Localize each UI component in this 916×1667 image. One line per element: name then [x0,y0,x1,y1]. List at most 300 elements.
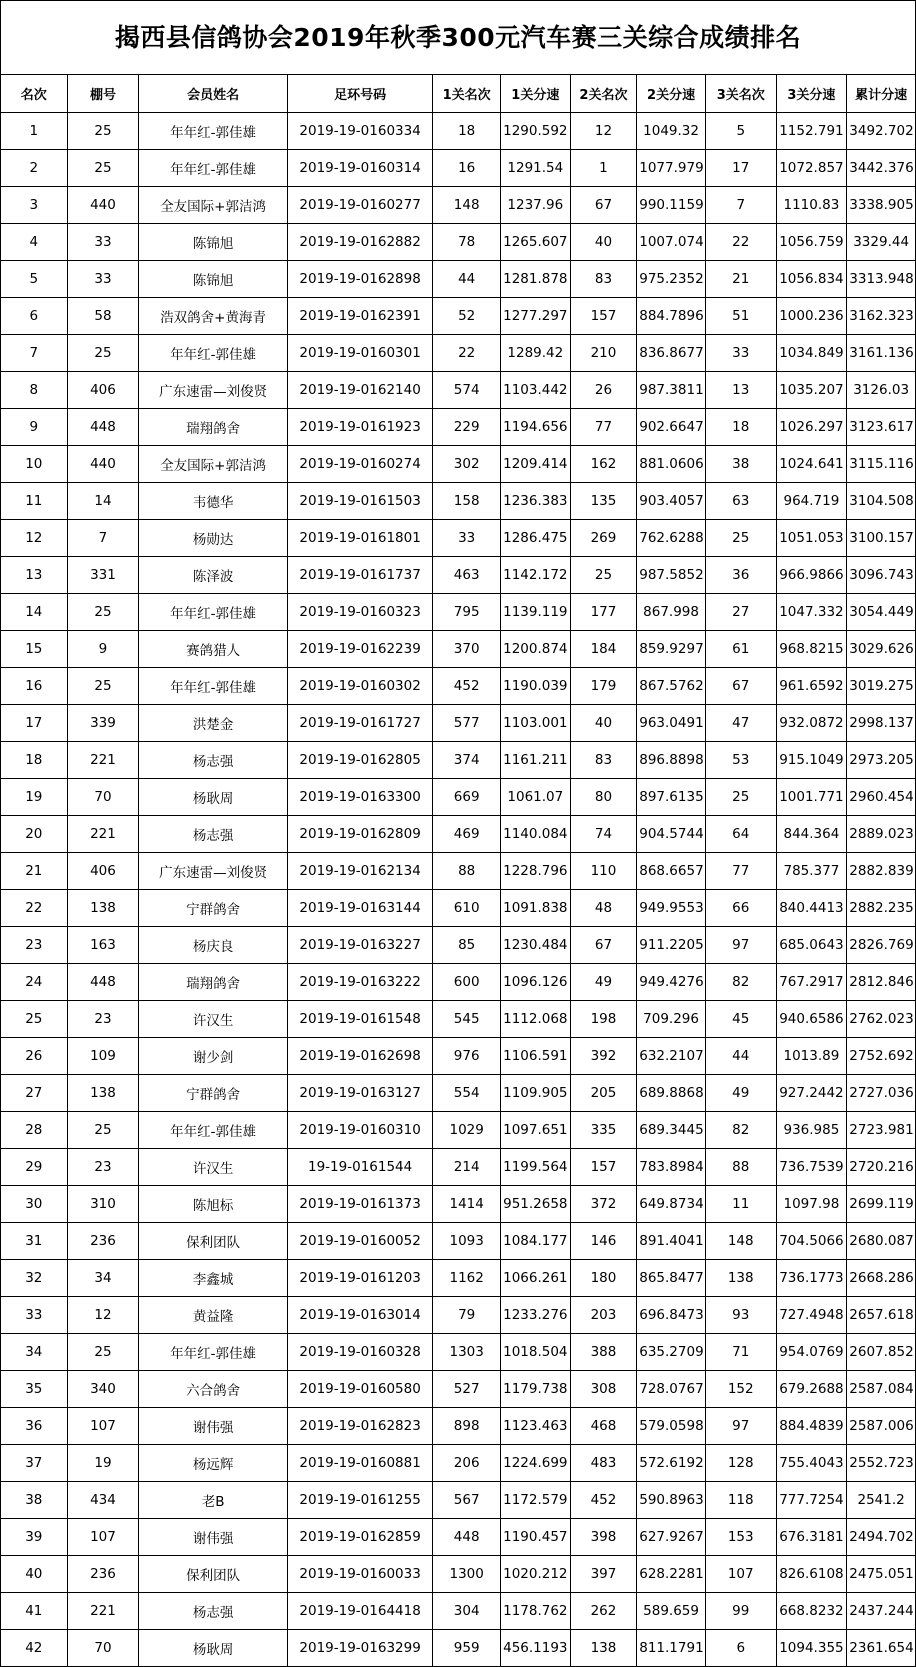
cell-rank: 14 [1,594,68,631]
cell-r3-rank: 67 [705,668,776,705]
cell-ring: 2019-19-0162809 [287,816,432,853]
cell-r3-speed: 1051.053 [776,520,847,557]
cell-loft: 138 [67,890,139,927]
header-r1-rank: 1关名次 [433,75,501,113]
table-row [1,335,916,372]
cell-r3-rank: 33 [705,335,776,372]
cell-rank: 36 [1,1408,68,1445]
cell-loft: 12 [67,1297,139,1334]
cell-r1-speed: 1066.261 [500,1260,570,1297]
cell-r3-speed: 1152.791 [776,113,847,150]
cell-member: 许汉生 [139,1149,288,1186]
table-row [1,1149,916,1186]
cell-r1-speed: 1224.699 [500,1445,570,1482]
cell-r3-speed: 964.719 [776,483,847,520]
cell-r2-rank: 12 [570,113,637,150]
cell-r3-speed: 915.1049 [776,742,847,779]
cell-ring: 2019-19-0162140 [287,372,432,409]
cell-member: 陈锦旭 [139,261,288,298]
cell-r1-rank: 669 [433,779,501,816]
cell-ring: 2019-19-0162823 [287,1408,432,1445]
cell-ring: 2019-19-0161727 [287,705,432,742]
cell-loft: 23 [67,1001,139,1038]
cell-r1-rank: 574 [433,372,501,409]
cell-r3-rank: 13 [705,372,776,409]
cell-r2-speed: 572.6192 [637,1445,706,1482]
cell-total-speed: 2607.852 [847,1334,916,1371]
cell-loft: 7 [67,520,139,557]
cell-ring: 2019-19-0162882 [287,224,432,261]
table-row [1,1482,916,1519]
cell-r1-rank: 229 [433,409,501,446]
cell-ring: 2019-19-0160314 [287,150,432,187]
cell-loft: 25 [67,1334,139,1371]
cell-r1-rank: 610 [433,890,501,927]
cell-r2-speed: 884.7896 [637,298,706,335]
cell-r1-rank: 78 [433,224,501,261]
cell-r2-speed: 628.2281 [637,1556,706,1593]
cell-loft: 25 [67,668,139,705]
table-row [1,1075,916,1112]
cell-r1-rank: 577 [433,705,501,742]
cell-member: 保利团队 [139,1556,288,1593]
cell-r3-speed: 1001.771 [776,779,847,816]
cell-member: 年年红-郭佳雄 [139,335,288,372]
cell-rank: 10 [1,446,68,483]
cell-rank: 6 [1,298,68,335]
cell-member: 杨志强 [139,816,288,853]
cell-r1-speed: 1290.592 [500,113,570,150]
cell-r1-rank: 1303 [433,1334,501,1371]
cell-r2-rank: 40 [570,705,637,742]
cell-r2-speed: 728.0767 [637,1371,706,1408]
cell-r3-rank: 21 [705,261,776,298]
cell-member: 年年红-郭佳雄 [139,113,288,150]
cell-r2-rank: 335 [570,1112,637,1149]
cell-rank: 38 [1,1482,68,1519]
cell-loft: 25 [67,594,139,631]
cell-r3-rank: 17 [705,150,776,187]
cell-rank: 4 [1,224,68,261]
cell-r1-speed: 1281.878 [500,261,570,298]
cell-ring: 2019-19-0160302 [287,668,432,705]
table-row [1,890,916,927]
cell-rank: 29 [1,1149,68,1186]
cell-r1-speed: 1103.001 [500,705,570,742]
table-row [1,964,916,1001]
table-row [1,853,916,890]
cell-total-speed: 2762.023 [847,1001,916,1038]
cell-r1-rank: 1029 [433,1112,501,1149]
table-row [1,224,916,261]
cell-member: 瑞翔鸽舍 [139,964,288,1001]
cell-r2-speed: 975.2352 [637,261,706,298]
cell-r2-rank: 177 [570,594,637,631]
cell-r3-rank: 18 [705,409,776,446]
cell-total-speed: 2361.654 [847,1630,916,1667]
cell-rank: 1 [1,113,68,150]
cell-rank: 27 [1,1075,68,1112]
cell-total-speed: 2960.454 [847,779,916,816]
cell-r1-rank: 302 [433,446,501,483]
header-row [1,75,916,113]
cell-r2-rank: 146 [570,1223,637,1260]
cell-r2-speed: 689.3445 [637,1112,706,1149]
cell-member: 陈旭标 [139,1186,288,1223]
cell-r3-speed: 668.8232 [776,1593,847,1630]
cell-r3-speed: 727.4948 [776,1297,847,1334]
cell-r3-rank: 53 [705,742,776,779]
cell-loft: 109 [67,1038,139,1075]
cell-r3-speed: 940.6586 [776,1001,847,1038]
cell-loft: 448 [67,964,139,1001]
cell-loft: 25 [67,1112,139,1149]
cell-member: 陈锦旭 [139,224,288,261]
cell-r3-rank: 153 [705,1519,776,1556]
cell-r2-rank: 25 [570,557,637,594]
cell-r2-speed: 881.0606 [637,446,706,483]
cell-total-speed: 2475.051 [847,1556,916,1593]
cell-r2-rank: 157 [570,298,637,335]
cell-member: 许汉生 [139,1001,288,1038]
cell-rank: 32 [1,1260,68,1297]
cell-rank: 37 [1,1445,68,1482]
cell-r1-speed: 1237.96 [500,187,570,224]
cell-ring: 2019-19-0160580 [287,1371,432,1408]
cell-member: 韦德华 [139,483,288,520]
cell-r3-speed: 961.6592 [776,668,847,705]
table-row [1,1260,916,1297]
cell-r3-speed: 679.2688 [776,1371,847,1408]
cell-r1-speed: 456.1193 [500,1630,570,1667]
header-r2-rank: 2关名次 [570,75,637,113]
cell-r2-speed: 1077.979 [637,150,706,187]
cell-rank: 15 [1,631,68,668]
cell-total-speed: 2882.235 [847,890,916,927]
cell-total-speed: 3123.617 [847,409,916,446]
cell-r3-rank: 82 [705,1112,776,1149]
cell-rank: 24 [1,964,68,1001]
table-row [1,631,916,668]
cell-ring: 2019-19-0163299 [287,1630,432,1667]
cell-r3-speed: 736.7539 [776,1149,847,1186]
cell-rank: 8 [1,372,68,409]
cell-member: 谢少剑 [139,1038,288,1075]
cell-loft: 221 [67,742,139,779]
table-row [1,779,916,816]
cell-ring: 2019-19-0160274 [287,446,432,483]
cell-r1-speed: 1106.591 [500,1038,570,1075]
header-member: 会员姓名 [139,75,288,113]
cell-r2-speed: 579.0598 [637,1408,706,1445]
cell-ring: 2019-19-0162898 [287,261,432,298]
cell-loft: 70 [67,779,139,816]
cell-r2-speed: 649.8734 [637,1186,706,1223]
table-row [1,594,916,631]
cell-total-speed: 2889.023 [847,816,916,853]
cell-r2-rank: 83 [570,742,637,779]
cell-r2-rank: 203 [570,1297,637,1334]
cell-r2-rank: 372 [570,1186,637,1223]
cell-total-speed: 2973.205 [847,742,916,779]
cell-total-speed: 2437.244 [847,1593,916,1630]
cell-r1-rank: 452 [433,668,501,705]
cell-loft: 58 [67,298,139,335]
cell-r3-speed: 1024.641 [776,446,847,483]
cell-ring: 2019-19-0160323 [287,594,432,631]
cell-r2-speed: 911.2205 [637,927,706,964]
cell-r1-speed: 1061.07 [500,779,570,816]
cell-r3-rank: 138 [705,1260,776,1297]
cell-loft: 440 [67,187,139,224]
cell-member: 杨志强 [139,742,288,779]
cell-r1-rank: 1300 [433,1556,501,1593]
cell-rank: 19 [1,779,68,816]
cell-r2-speed: 783.8984 [637,1149,706,1186]
cell-total-speed: 3162.323 [847,298,916,335]
cell-r2-rank: 77 [570,409,637,446]
cell-r3-rank: 148 [705,1223,776,1260]
cell-r1-speed: 951.2658 [500,1186,570,1223]
cell-rank: 39 [1,1519,68,1556]
cell-loft: 33 [67,261,139,298]
cell-r2-speed: 811.1791 [637,1630,706,1667]
cell-loft: 221 [67,816,139,853]
cell-r1-rank: 79 [433,1297,501,1334]
cell-r3-speed: 954.0769 [776,1334,847,1371]
cell-member: 杨庆良 [139,927,288,964]
cell-member: 广东速雷—刘俊贤 [139,372,288,409]
cell-member: 李鑫城 [139,1260,288,1297]
cell-r3-speed: 968.8215 [776,631,847,668]
cell-r1-speed: 1200.874 [500,631,570,668]
header-total-speed: 累计分速 [847,75,916,113]
cell-r3-speed: 1026.297 [776,409,847,446]
cell-r3-speed: 1056.759 [776,224,847,261]
cell-r3-rank: 152 [705,1371,776,1408]
cell-ring: 2019-19-0161737 [287,557,432,594]
cell-ring: 2019-19-0160881 [287,1445,432,1482]
cell-rank: 7 [1,335,68,372]
cell-r1-speed: 1265.607 [500,224,570,261]
cell-loft: 340 [67,1371,139,1408]
table-row [1,1556,916,1593]
cell-r1-rank: 374 [433,742,501,779]
cell-total-speed: 2680.087 [847,1223,916,1260]
cell-loft: 138 [67,1075,139,1112]
cell-r3-speed: 1110.83 [776,187,847,224]
cell-r1-speed: 1233.276 [500,1297,570,1334]
cell-total-speed: 3115.116 [847,446,916,483]
cell-total-speed: 3338.905 [847,187,916,224]
cell-member: 广东速雷—刘俊贤 [139,853,288,890]
cell-ring: 2019-19-0163144 [287,890,432,927]
cell-r2-speed: 868.6657 [637,853,706,890]
cell-rank: 40 [1,1556,68,1593]
cell-r2-rank: 67 [570,927,637,964]
cell-r3-rank: 88 [705,1149,776,1186]
cell-total-speed: 2723.981 [847,1112,916,1149]
table-row [1,483,916,520]
cell-r2-speed: 987.5852 [637,557,706,594]
table-row [1,1630,916,1667]
cell-ring: 2019-19-0161923 [287,409,432,446]
cell-rank: 20 [1,816,68,853]
cell-r2-speed: 867.5762 [637,668,706,705]
cell-r3-rank: 61 [705,631,776,668]
cell-r1-speed: 1112.068 [500,1001,570,1038]
cell-r2-speed: 903.4057 [637,483,706,520]
table-row [1,261,916,298]
cell-loft: 25 [67,150,139,187]
cell-r3-rank: 107 [705,1556,776,1593]
header-rank: 名次 [1,75,68,113]
cell-r1-speed: 1179.738 [500,1371,570,1408]
cell-r2-rank: 110 [570,853,637,890]
cell-r3-rank: 51 [705,298,776,335]
cell-total-speed: 3492.702 [847,113,916,150]
table-row [1,1001,916,1038]
cell-r2-rank: 179 [570,668,637,705]
cell-member: 杨耿周 [139,779,288,816]
cell-r3-speed: 736.1773 [776,1260,847,1297]
cell-r2-rank: 392 [570,1038,637,1075]
cell-r1-rank: 469 [433,816,501,853]
cell-r2-rank: 262 [570,1593,637,1630]
cell-r2-rank: 210 [570,335,637,372]
cell-r1-speed: 1194.656 [500,409,570,446]
cell-total-speed: 2727.036 [847,1075,916,1112]
cell-r3-speed: 826.6108 [776,1556,847,1593]
cell-total-speed: 3104.508 [847,483,916,520]
cell-r3-speed: 927.2442 [776,1075,847,1112]
cell-r1-rank: 1093 [433,1223,501,1260]
cell-r2-rank: 483 [570,1445,637,1482]
cell-r3-rank: 64 [705,816,776,853]
cell-member: 陈泽波 [139,557,288,594]
cell-r3-speed: 884.4839 [776,1408,847,1445]
table-row [1,816,916,853]
cell-r2-speed: 859.9297 [637,631,706,668]
cell-total-speed: 3054.449 [847,594,916,631]
cell-total-speed: 2552.723 [847,1445,916,1482]
table-row [1,1223,916,1260]
cell-total-speed: 2826.769 [847,927,916,964]
cell-r1-rank: 976 [433,1038,501,1075]
cell-rank: 25 [1,1001,68,1038]
cell-r1-speed: 1139.119 [500,594,570,631]
table-row [1,742,916,779]
cell-r2-rank: 468 [570,1408,637,1445]
cell-ring: 2019-19-0161503 [287,483,432,520]
cell-r1-speed: 1161.211 [500,742,570,779]
table-row [1,150,916,187]
cell-r1-rank: 158 [433,483,501,520]
cell-rank: 11 [1,483,68,520]
cell-r3-rank: 36 [705,557,776,594]
cell-loft: 25 [67,113,139,150]
cell-r3-rank: 71 [705,1334,776,1371]
cell-r2-rank: 67 [570,187,637,224]
cell-rank: 18 [1,742,68,779]
cell-r1-rank: 463 [433,557,501,594]
cell-r1-speed: 1230.484 [500,927,570,964]
table-row [1,705,916,742]
cell-loft: 310 [67,1186,139,1223]
cell-loft: 440 [67,446,139,483]
cell-total-speed: 2998.137 [847,705,916,742]
cell-total-speed: 3313.948 [847,261,916,298]
cell-ring: 2019-19-0161548 [287,1001,432,1038]
cell-ring: 2019-19-0160052 [287,1223,432,1260]
header-r3-rank: 3关名次 [705,75,776,113]
cell-ring: 2019-19-0162859 [287,1519,432,1556]
cell-r1-rank: 52 [433,298,501,335]
cell-rank: 2 [1,150,68,187]
cell-loft: 406 [67,853,139,890]
cell-r1-speed: 1096.126 [500,964,570,1001]
cell-r1-rank: 206 [433,1445,501,1482]
cell-r3-speed: 676.3181 [776,1519,847,1556]
cell-r3-rank: 6 [705,1630,776,1667]
cell-member: 谢伟强 [139,1519,288,1556]
cell-r2-speed: 709.296 [637,1001,706,1038]
cell-member: 赛鸽猎人 [139,631,288,668]
cell-r2-speed: 590.8963 [637,1482,706,1519]
cell-r3-rank: 44 [705,1038,776,1075]
cell-r1-speed: 1091.838 [500,890,570,927]
cell-r2-speed: 963.0491 [637,705,706,742]
cell-ring: 2019-19-0162698 [287,1038,432,1075]
table-row [1,1519,916,1556]
cell-ring: 2019-19-0162805 [287,742,432,779]
cell-member: 宁群鸽舍 [139,1075,288,1112]
table-row [1,113,916,150]
table-row [1,520,916,557]
cell-r1-speed: 1140.084 [500,816,570,853]
cell-rank: 33 [1,1297,68,1334]
cell-r2-speed: 897.6135 [637,779,706,816]
cell-loft: 107 [67,1408,139,1445]
cell-r1-speed: 1236.383 [500,483,570,520]
cell-r1-speed: 1190.039 [500,668,570,705]
cell-r2-rank: 205 [570,1075,637,1112]
cell-r3-speed: 755.4043 [776,1445,847,1482]
cell-r1-rank: 545 [433,1001,501,1038]
cell-total-speed: 2494.702 [847,1519,916,1556]
cell-r2-speed: 627.9267 [637,1519,706,1556]
cell-loft: 107 [67,1519,139,1556]
cell-member: 洪楚金 [139,705,288,742]
cell-loft: 331 [67,557,139,594]
cell-rank: 9 [1,409,68,446]
cell-r1-speed: 1142.172 [500,557,570,594]
cell-member: 全友国际+郭洁鸿 [139,187,288,224]
table-row [1,1593,916,1630]
table-row [1,927,916,964]
cell-r2-rank: 80 [570,779,637,816]
cell-r2-speed: 902.6647 [637,409,706,446]
results-table [0,74,916,1667]
cell-r1-rank: 85 [433,927,501,964]
cell-total-speed: 2587.006 [847,1408,916,1445]
cell-r1-speed: 1291.54 [500,150,570,187]
cell-r3-rank: 99 [705,1593,776,1630]
cell-r1-speed: 1289.42 [500,335,570,372]
cell-total-speed: 2657.618 [847,1297,916,1334]
cell-r2-speed: 949.4276 [637,964,706,1001]
cell-total-speed: 3029.626 [847,631,916,668]
